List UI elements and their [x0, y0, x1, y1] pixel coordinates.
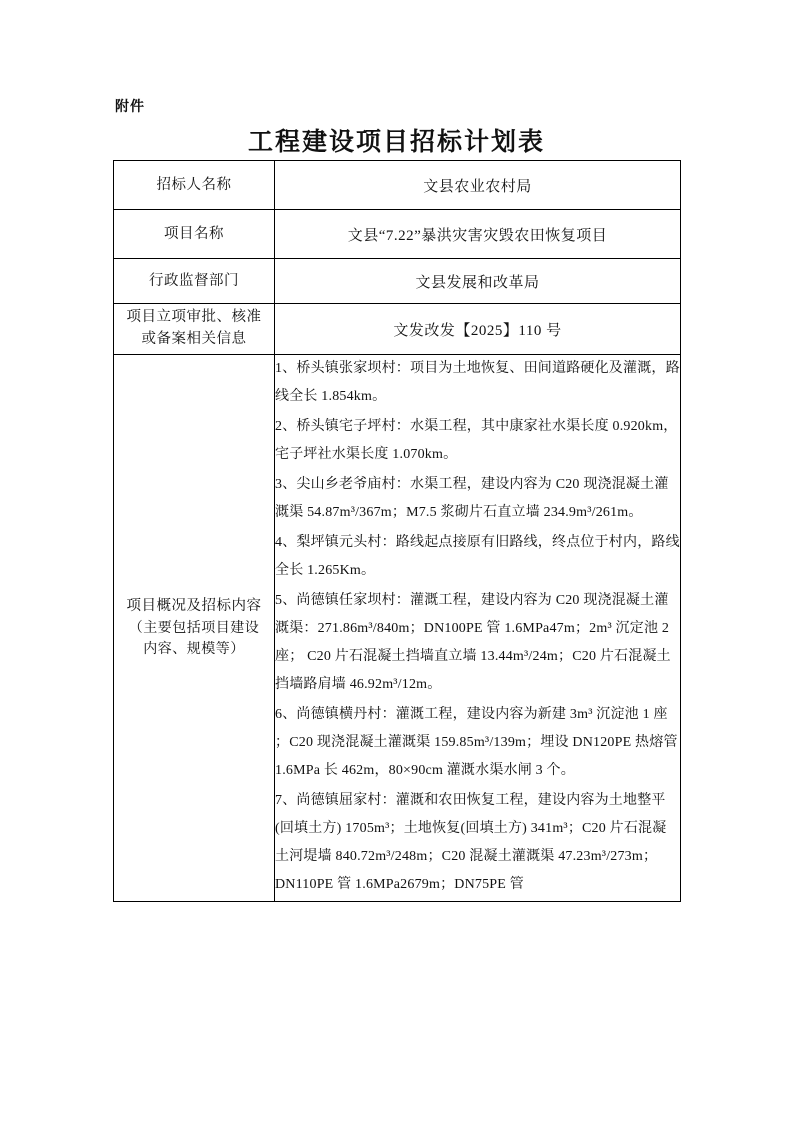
row-value-bidder-name: 文县农业农村局	[275, 161, 681, 210]
row-value-project-name: 文县“7.22”暴洪灾害灾毁农田恢复项目	[275, 210, 681, 259]
row-label-supervision-dept: 行政监督部门	[114, 259, 275, 304]
table-row	[114, 355, 681, 902]
row-label-project-scope-sub1: （主要包括项目建设	[128, 620, 260, 636]
scope-item: 2、桥头镇宅子坪村：水渠工程，其中康家社水渠长度 0.920km，宅子坪社水渠长度 1.070km。	[275, 419, 678, 462]
scope-item: 6、尚德镇横丹村：灌溉工程，建设内容为新建 3m³ 沉淀池 1 座 ；C20 现浇混凝土灌溉渠 159.85m³/139m；埋设 DN120PE 热熔管 1.6MPa 长 462m，80×90cm 灌溉水渠水闸 3 个。	[275, 707, 678, 778]
row-value-project-scope	[275, 355, 681, 902]
table-row	[114, 210, 681, 259]
bidding-plan-table	[113, 160, 681, 902]
table-row	[114, 161, 681, 210]
scope-item: 1、桥头镇张家坝村：项目为土地恢复、田间道路硬化及灌溉，路线全长 1.854km。	[275, 361, 680, 404]
page-title: 工程建设项目招标计划表	[247, 129, 545, 156]
row-label-approval-info	[114, 304, 275, 355]
row-label-project-scope-main: 项目概况及招标内容	[126, 598, 262, 615]
row-label-approval-info-line1: 项目立项审批、核准	[126, 309, 262, 326]
row-value-approval-info: 文发改发【2025】110 号	[275, 304, 681, 355]
row-label-approval-info-line2: 或备案相关信息	[141, 331, 247, 347]
scope-item: 5、尚德镇任家坝村：灌溉工程，建设内容为 C20 现浇混凝土灌溉渠：271.86m³/840m；DN100PE 管 1.6MPa47m；2m³ 沉定池 2 座； C20 片石混凝土挡墙直立墙 13.44m³/24m；C20 片石混凝土挡墙路肩墙 46.92m³/12m。	[275, 593, 671, 692]
scope-item: 7、尚德镇屈家村：灌溉和农田恢复工程，建设内容为土地整平(回填土方) 1705m³；土地恢复(回填土方) 341m³；C20 片石混凝土河堤墙 840.72m³/248m；C20 混凝土灌溉渠 47.23m³/273m；DN110PE 管 1.6MPa2679m；DN75PE 管	[275, 793, 667, 892]
row-value-supervision-dept: 文县发展和改革局	[275, 259, 681, 304]
attachment-label: 附件	[115, 100, 145, 115]
row-label-project-scope-sub2: 内容、规模等）	[143, 642, 245, 658]
row-label-project-name: 项目名称	[114, 210, 275, 259]
scope-item: 4、梨坪镇元头村：路线起点接原有旧路线，终点位于村内，路线全长 1.265Km。	[275, 535, 680, 578]
row-label-project-scope	[114, 355, 275, 902]
row-label-bidder-name: 招标人名称	[114, 161, 275, 210]
table-row	[114, 259, 681, 304]
scope-item: 3、尖山乡老爷庙村：水渠工程，建设内容为 C20 现浇混凝土灌溉渠 54.87m³/367m；M7.5 浆砌片石直立墙 234.9m³/261m。	[275, 477, 669, 520]
table-row	[114, 304, 681, 355]
